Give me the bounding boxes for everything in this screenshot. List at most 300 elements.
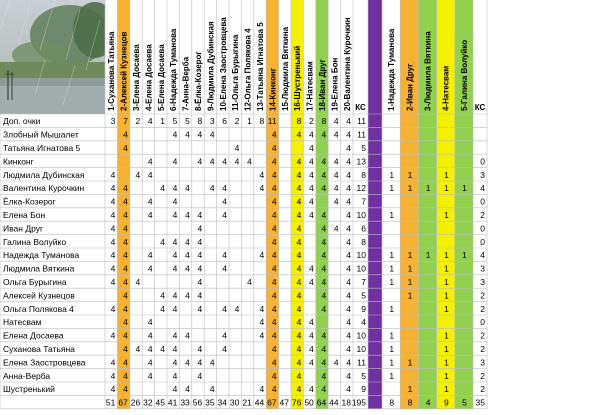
player-row-12-label: Ольга Бурыгина bbox=[3, 277, 67, 287]
player-row-4-cell: 4 bbox=[147, 169, 153, 180]
player-row-1-cell: 4 bbox=[309, 129, 314, 140]
right-column-highlight-2 bbox=[400, 0, 418, 409]
player-row-17-cell: 4 bbox=[271, 344, 277, 354]
player-row-1-cell: 4 bbox=[123, 129, 128, 140]
total-row-right-cell: 5 bbox=[462, 397, 467, 408]
column-header-11: 11-Ольга Бурыгина bbox=[231, 34, 241, 111]
player-row-13-cell: 4 bbox=[321, 290, 327, 301]
separator-column bbox=[368, 0, 382, 409]
bonus-row-label: Доп. очки bbox=[3, 116, 41, 127]
player-row-7-cell: 4 bbox=[346, 210, 351, 220]
player-row-1-cell: 4 bbox=[346, 129, 351, 140]
player-row-3-ks2: 0 bbox=[480, 156, 485, 167]
bonus-row-cell: 7 bbox=[123, 116, 128, 127]
total-row-cell: 45 bbox=[155, 397, 165, 408]
player-row-3-cell: 4 bbox=[247, 156, 252, 167]
player-row-20-right-cell: 1 bbox=[443, 384, 449, 395]
column-header-12: 12-Ольга Полякова 4 bbox=[243, 28, 253, 111]
player-row-7-cell: 4 bbox=[271, 210, 277, 220]
player-row-14-cell: 4 bbox=[110, 303, 116, 314]
player-row-3-cell: 4 bbox=[321, 156, 327, 167]
player-row-9-cell: 4 bbox=[346, 236, 351, 247]
player-row-20-cell: 4 bbox=[259, 384, 265, 395]
total-row-cell: 34 bbox=[217, 397, 227, 408]
player-row-14-cell: 4 bbox=[160, 303, 165, 314]
player-row-20-cell: 4 bbox=[172, 384, 178, 395]
player-row-15-cell: 4 bbox=[309, 317, 314, 328]
total-row-cell: 32 bbox=[143, 397, 153, 408]
player-row-4-cell: 4 bbox=[346, 169, 351, 180]
column-header-16: 16-Шустренький bbox=[293, 45, 303, 111]
column-header-3: 3-Елена Досаева bbox=[132, 44, 141, 111]
player-row-4-label: Людмила Дубинская bbox=[3, 169, 85, 180]
player-row-18-cell: 4 bbox=[333, 357, 339, 368]
total-row-right-cell: 8 bbox=[389, 397, 395, 408]
player-row-19-cell: 4 bbox=[110, 370, 116, 381]
player-row-13-right-cell: 1 bbox=[407, 290, 413, 301]
total-row-cell: 47 bbox=[279, 397, 289, 408]
player-row-7-cell: 4 bbox=[296, 210, 302, 220]
player-row-1-cell: 4 bbox=[271, 129, 277, 140]
player-row-12-cell: 4 bbox=[321, 277, 327, 287]
player-row-10-cell: 4 bbox=[172, 250, 178, 261]
player-row-18-cell: 4 bbox=[296, 357, 302, 368]
player-row-12-cell: 4 bbox=[123, 277, 128, 287]
player-row-13-ks: 5 bbox=[361, 290, 366, 301]
player-row-12-cell: 4 bbox=[296, 277, 302, 287]
player-row-11-cell: 4 bbox=[185, 263, 190, 274]
total-row-right-cell: 8 bbox=[407, 397, 413, 408]
player-row-5-cell: 4 bbox=[333, 183, 339, 194]
player-row-5-cell: 4 bbox=[209, 183, 215, 194]
player-row-18-right-cell: 1 bbox=[407, 357, 413, 368]
player-row-2-cell: 4 bbox=[123, 143, 128, 153]
player-row-7-cell: 4 bbox=[222, 210, 227, 220]
player-row-3-cell: 4 bbox=[333, 156, 339, 167]
player-row-15-cell: 4 bbox=[346, 317, 351, 328]
player-row-5-ks: 12 bbox=[356, 183, 366, 194]
ks2-header: КС bbox=[474, 103, 486, 112]
player-row-15-cell: 4 bbox=[123, 317, 128, 328]
player-row-7-right-cell: 1 bbox=[389, 210, 395, 220]
player-row-10-cell: 4 bbox=[321, 250, 327, 261]
player-row-5-cell: 4 bbox=[123, 183, 128, 194]
player-row-1-cell: 4 bbox=[321, 129, 327, 140]
player-row-5-right-cell: 1 bbox=[407, 183, 413, 194]
bonus-row-cell: 5 bbox=[172, 116, 178, 127]
player-row-5-label: Валентина Курочкин bbox=[3, 183, 85, 194]
column-header-2: 2-Алексей Кузнецов bbox=[119, 31, 129, 111]
player-row-3-cell: 4 bbox=[209, 156, 215, 167]
player-row-18-cell: 4 bbox=[172, 357, 178, 368]
player-row-14-cell: 4 bbox=[346, 303, 351, 314]
player-row-16-cell: 4 bbox=[296, 330, 302, 341]
player-row-20-cell: 4 bbox=[309, 384, 314, 395]
player-row-5-cell: 4 bbox=[222, 183, 227, 194]
player-row-11-cell: 4 bbox=[147, 263, 153, 274]
player-row-19-ks: 5 bbox=[361, 370, 366, 381]
player-row-5-cell: 4 bbox=[321, 183, 327, 194]
player-row-14-cell: 4 bbox=[222, 303, 227, 314]
total-row-cell: 26 bbox=[130, 397, 141, 408]
player-row-16-cell: 4 bbox=[321, 330, 327, 341]
player-row-5-right-cell: 1 bbox=[443, 183, 449, 194]
player-row-11-right-cell: 1 bbox=[389, 263, 395, 274]
player-row-7-right-cell: 1 bbox=[443, 210, 449, 220]
column-header-19: 19-Елена Бон bbox=[330, 57, 340, 111]
total-row-cell: 35 bbox=[205, 397, 215, 408]
player-row-8-cell: 4 bbox=[296, 223, 302, 234]
player-row-15-cell: 4 bbox=[147, 317, 153, 328]
player-row-19-cell: 4 bbox=[321, 370, 327, 381]
player-row-3-cell: 4 bbox=[271, 156, 277, 167]
player-row-12-cell: 4 bbox=[271, 277, 277, 287]
player-row-9-cell: 4 bbox=[172, 236, 178, 247]
player-row-12-right-cell: 1 bbox=[443, 277, 449, 287]
total-row-cell: 44 bbox=[329, 397, 339, 408]
player-row-20-cell: 4 bbox=[271, 384, 277, 395]
player-row-1-cell: 4 bbox=[172, 129, 178, 140]
player-row-13-ks2: 2 bbox=[480, 290, 485, 301]
player-row-20-cell: 4 bbox=[346, 384, 351, 395]
player-row-10-right-cell: 1 bbox=[462, 250, 467, 261]
player-row-3-cell: 4 bbox=[222, 156, 227, 167]
player-row-8-cell: 4 bbox=[197, 223, 203, 234]
player-row-3-cell: 4 bbox=[309, 156, 314, 167]
total-row-cell: 56 bbox=[192, 397, 203, 408]
player-row-15-cell: 4 bbox=[296, 317, 302, 328]
player-row-14-ks: 9 bbox=[361, 303, 366, 314]
player-row-12-cell: 4 bbox=[110, 277, 116, 287]
player-row-17-cell: 4 bbox=[309, 344, 314, 354]
bonus-row-cell: 1 bbox=[247, 116, 252, 127]
player-row-19-cell: 4 bbox=[296, 370, 302, 381]
player-row-10-right-cell: 1 bbox=[407, 250, 413, 261]
player-row-9-label: Галина Волуйко bbox=[3, 236, 67, 247]
player-row-19-cell: 4 bbox=[346, 370, 351, 381]
player-row-14-cell: 4 bbox=[172, 303, 178, 314]
player-row-5-cell: 4 bbox=[185, 183, 190, 194]
player-row-17-cell: 4 bbox=[222, 344, 227, 354]
player-row-18-cell: 4 bbox=[346, 357, 351, 368]
player-row-9-cell: 4 bbox=[123, 236, 128, 247]
player-row-13-cell: 4 bbox=[172, 290, 178, 301]
player-row-13-cell: 4 bbox=[346, 290, 351, 301]
player-row-17-ks2: 2 bbox=[480, 344, 485, 354]
player-row-2-cell: 4 bbox=[309, 143, 314, 153]
player-row-12-ks: 7 bbox=[361, 277, 366, 287]
player-row-6-cell: 4 bbox=[147, 196, 153, 207]
player-row-20-cell: 4 bbox=[123, 384, 128, 395]
player-row-9-cell: 4 bbox=[321, 236, 327, 247]
total-row-cell: 64 bbox=[316, 397, 327, 408]
player-row-16-cell: 4 bbox=[185, 330, 190, 341]
total-row-cell: 51 bbox=[105, 397, 116, 408]
player-row-20-cell: 4 bbox=[209, 384, 215, 395]
player-row-5-right-cell: 1 bbox=[389, 183, 395, 194]
player-row-11-ks: 10 bbox=[356, 263, 366, 274]
player-row-16-ks: 10 bbox=[356, 330, 366, 341]
column-header-20: 20-Валентина Курочкин bbox=[342, 17, 352, 111]
player-row-11-cell: 4 bbox=[309, 263, 314, 274]
player-row-14-cell: 4 bbox=[259, 303, 265, 314]
player-row-3-label: Кинконг bbox=[3, 156, 34, 167]
player-row-16-right-cell: 1 bbox=[389, 330, 395, 341]
total-row-cell: 67 bbox=[267, 397, 277, 408]
player-row-9-ks2: 0 bbox=[480, 236, 485, 247]
player-row-9-cell: 4 bbox=[271, 236, 277, 247]
player-row-17-cell: 4 bbox=[172, 344, 178, 354]
bonus-row-cell: 6 bbox=[222, 116, 227, 127]
player-row-5-cell: 4 bbox=[160, 183, 165, 194]
player-row-14-right-cell: 1 bbox=[389, 303, 395, 314]
player-row-6-cell: 4 bbox=[309, 196, 314, 207]
player-row-8-cell: 4 bbox=[346, 223, 351, 234]
player-row-19-cell: 4 bbox=[271, 370, 277, 381]
player-row-19-right-cell: 1 bbox=[443, 370, 449, 381]
player-row-9-cell: 4 bbox=[110, 236, 116, 247]
player-row-17-right-cell: 1 bbox=[443, 344, 449, 354]
player-row-14-label: Ольга Полякова 4 bbox=[3, 303, 74, 314]
player-row-10-cell: 4 bbox=[197, 250, 203, 261]
player-row-14-cell: 4 bbox=[123, 303, 128, 314]
player-row-18-right-cell: 1 bbox=[443, 357, 449, 368]
player-row-15-label: Натесвам bbox=[3, 317, 42, 328]
player-row-7-cell: 4 bbox=[172, 210, 178, 220]
player-row-10-cell: 4 bbox=[259, 250, 265, 261]
player-row-10-cell: 4 bbox=[147, 250, 153, 261]
player-row-18-right-cell: 1 bbox=[389, 357, 395, 368]
right-column-header-2: 2-Иван Друг bbox=[405, 63, 415, 111]
total-row-cell: 21 bbox=[242, 397, 252, 408]
player-row-13-right-cell: 1 bbox=[443, 290, 449, 301]
player-row-3-cell: 4 bbox=[234, 156, 240, 167]
column-header-13: 13-Татьяна Игнатова 5 bbox=[256, 22, 265, 111]
player-row-11-right-cell: 1 bbox=[443, 263, 449, 274]
player-row-5-cell: 4 bbox=[296, 183, 302, 194]
player-row-10-ks: 10 bbox=[356, 250, 366, 261]
player-row-8-cell: 4 bbox=[321, 223, 327, 234]
player-row-4-cell: 4 bbox=[309, 169, 314, 180]
player-row-13-cell: 4 bbox=[185, 290, 190, 301]
player-row-6-cell: 4 bbox=[346, 196, 351, 207]
player-row-18-cell: 4 bbox=[110, 357, 116, 368]
player-row-10-right-cell: 1 bbox=[425, 250, 431, 261]
player-row-18-cell: 4 bbox=[185, 357, 190, 368]
player-row-16-cell: 4 bbox=[309, 330, 314, 341]
column-header-1: 1-Суханова Татьяна bbox=[107, 31, 117, 111]
player-row-6-cell: 4 bbox=[123, 196, 128, 207]
total-row-ks: 195 bbox=[351, 397, 366, 408]
column-header-15: 15-Людмила Вяткина bbox=[280, 26, 290, 111]
column-header-4: 4-Елена Досаева bbox=[144, 44, 154, 111]
player-row-15-ks: 4 bbox=[361, 317, 366, 328]
player-row-7-cell: 4 bbox=[197, 210, 203, 220]
ks-header: КС bbox=[355, 103, 366, 112]
player-row-15-cell: 4 bbox=[271, 317, 277, 328]
player-row-11-cell: 4 bbox=[110, 263, 116, 274]
player-row-18-cell: 4 bbox=[309, 357, 314, 368]
player-row-5-cell: 4 bbox=[172, 183, 178, 194]
right-column-header-1: 1-Надежда Туманова bbox=[387, 28, 397, 111]
player-row-17-cell: 4 bbox=[296, 344, 302, 354]
player-row-4-cell: 4 bbox=[333, 169, 339, 180]
player-row-18-ks: 11 bbox=[357, 357, 366, 368]
total-row-cell: 76 bbox=[291, 397, 302, 408]
player-row-6-cell: 4 bbox=[222, 196, 227, 207]
player-row-20-ks2: 2 bbox=[480, 384, 485, 395]
player-row-18-cell: 4 bbox=[271, 357, 277, 368]
bonus-row-cell: 2 bbox=[309, 116, 314, 127]
player-row-16-cell: 4 bbox=[346, 330, 351, 341]
bonus-row-cell: 1 bbox=[160, 116, 165, 127]
player-row-17-cell: 4 bbox=[135, 344, 141, 354]
player-row-4-cell: 4 bbox=[135, 169, 141, 180]
player-row-1-cell: 4 bbox=[333, 129, 339, 140]
player-row-11-cell: 4 bbox=[172, 263, 178, 274]
player-row-5-right-cell: 1 bbox=[425, 183, 431, 194]
column-header-9: 9-Людмила Дубинская bbox=[206, 21, 216, 111]
player-row-8-cell: 4 bbox=[110, 223, 116, 234]
total-row-cell: 67 bbox=[118, 397, 128, 408]
player-row-14-right-cell: 1 bbox=[443, 303, 449, 314]
player-row-4-cell: 4 bbox=[271, 169, 277, 180]
player-row-4-cell: 4 bbox=[110, 169, 116, 180]
player-row-7-label: Елена Бон bbox=[3, 210, 46, 220]
player-row-11-cell: 4 bbox=[271, 263, 277, 274]
player-row-17-label: Суханова Татьяна bbox=[3, 344, 75, 354]
player-row-3-cell: 4 bbox=[296, 156, 302, 167]
player-row-11-ks2: 3 bbox=[480, 263, 485, 274]
player-row-12-right-cell: 1 bbox=[407, 277, 413, 287]
player-row-12-ks2: 3 bbox=[480, 277, 485, 287]
player-row-9-cell: 4 bbox=[296, 236, 302, 247]
player-row-18-cell: 4 bbox=[123, 357, 128, 368]
player-row-1-cell: 4 bbox=[209, 129, 215, 140]
player-row-14-cell: 4 bbox=[321, 303, 327, 314]
player-row-6-label: Ёлка-Козерог bbox=[3, 196, 56, 207]
player-row-14-ks2: 2 bbox=[480, 303, 485, 314]
player-row-4-ks2: 3 bbox=[480, 169, 485, 180]
player-row-16-cell: 4 bbox=[259, 330, 265, 341]
column-header-17: 17-Натесвам bbox=[305, 61, 315, 111]
bonus-row-ks: 11 bbox=[357, 116, 366, 127]
player-row-17-right-cell: 1 bbox=[389, 344, 395, 354]
player-row-10-cell: 4 bbox=[271, 250, 277, 261]
player-row-15-ks2: 0 bbox=[480, 317, 485, 328]
player-row-10-cell: 4 bbox=[346, 250, 351, 261]
player-row-12-right-cell: 1 bbox=[389, 277, 395, 287]
player-row-18-cell: 4 bbox=[197, 357, 203, 368]
column-header-8: 8-Ёлка-Козерог bbox=[194, 51, 203, 111]
player-row-16-cell: 4 bbox=[123, 330, 128, 341]
player-row-7-cell: 4 bbox=[123, 210, 128, 220]
player-row-12-cell: 4 bbox=[309, 277, 314, 287]
player-row-7-cell: 4 bbox=[110, 210, 116, 220]
player-row-19-cell: 4 bbox=[197, 370, 203, 381]
bonus-row-cell: 2 bbox=[234, 116, 240, 127]
bonus-row-cell: 5 bbox=[185, 116, 190, 127]
player-row-5-ks2: 4 bbox=[480, 183, 485, 194]
player-row-3-cell: 4 bbox=[197, 156, 203, 167]
player-row-11-cell: 4 bbox=[222, 263, 227, 274]
player-row-8-label: Иван Друг bbox=[3, 223, 44, 234]
player-row-16-cell: 4 bbox=[271, 330, 277, 341]
player-row-16-cell: 4 bbox=[147, 330, 153, 341]
player-row-9-ks: 8 bbox=[361, 236, 366, 247]
player-row-17-cell: 4 bbox=[346, 344, 351, 354]
player-row-1-cell: 4 bbox=[197, 129, 203, 140]
player-row-4-right-cell: 1 bbox=[389, 169, 395, 180]
player-row-20-right-cell: 1 bbox=[407, 384, 413, 395]
player-row-20-cell: 4 bbox=[296, 384, 302, 395]
player-row-13-label: Алексей Кузнецов bbox=[3, 290, 75, 301]
column-header-7: 7-Анна-Верба bbox=[181, 56, 191, 111]
player-row-3-ks: 13 bbox=[356, 156, 366, 167]
player-row-6-cell: 4 bbox=[110, 196, 116, 207]
player-row-12-cell: 4 bbox=[346, 277, 351, 287]
player-row-3-cell: 4 bbox=[172, 156, 178, 167]
player-row-9-cell: 4 bbox=[197, 236, 203, 247]
player-row-5-cell: 4 bbox=[110, 183, 116, 194]
player-row-18-label: Елена Заостровцева bbox=[3, 357, 86, 368]
player-row-6-cell: 4 bbox=[271, 196, 277, 207]
player-row-19-label: Анна-Верба bbox=[3, 370, 51, 381]
bonus-row-cell: 4 bbox=[333, 116, 339, 127]
player-row-20-cell: 4 bbox=[185, 384, 190, 395]
bonus-row-cell: 3 bbox=[110, 116, 116, 127]
player-row-4-right-cell: 1 bbox=[407, 169, 413, 180]
player-row-7-cell: 4 bbox=[147, 210, 153, 220]
player-row-4-cell: 4 bbox=[259, 169, 265, 180]
total-row-cell: 30 bbox=[229, 397, 240, 408]
player-row-20-ks: 9 bbox=[361, 384, 366, 395]
player-row-10-cell: 4 bbox=[185, 250, 190, 261]
player-row-17-cell: 4 bbox=[197, 344, 203, 354]
bonus-row-cell: 8 bbox=[296, 116, 302, 127]
player-row-7-ks2: 2 bbox=[480, 210, 485, 220]
player-row-5-cell: 4 bbox=[346, 183, 351, 194]
player-row-16-cell: 4 bbox=[172, 330, 178, 341]
player-row-10-cell: 4 bbox=[123, 250, 128, 261]
player-row-14-cell: 4 bbox=[234, 303, 240, 314]
player-row-16-right-cell: 1 bbox=[443, 330, 449, 341]
player-row-6-cell: 4 bbox=[333, 196, 339, 207]
player-row-2-label: Татьяна Игнатова 5 bbox=[3, 143, 81, 153]
column-header-18: 18-Иван Друг bbox=[318, 59, 327, 111]
player-row-10-ks2: 4 bbox=[480, 250, 485, 261]
player-row-8-ks2: 0 bbox=[480, 223, 485, 234]
player-row-10-cell: 4 bbox=[222, 250, 227, 261]
total-row-right-cell: 4 bbox=[425, 397, 431, 408]
player-row-8-ks: 6 bbox=[361, 223, 366, 234]
total-row-cell: 41 bbox=[167, 397, 178, 408]
total-row-cell: 33 bbox=[180, 397, 190, 408]
player-row-12-cell: 4 bbox=[135, 277, 141, 287]
player-row-13-cell: 4 bbox=[296, 290, 302, 301]
player-row-11-cell: 4 bbox=[197, 263, 203, 274]
player-row-6-cell: 4 bbox=[172, 196, 178, 207]
player-row-11-right-cell: 1 bbox=[407, 263, 413, 274]
player-row-4-cell: 4 bbox=[321, 169, 327, 180]
player-row-17-ks: 10 bbox=[356, 344, 366, 354]
total-row-ks2: 35 bbox=[475, 397, 485, 408]
player-row-12-cell: 4 bbox=[197, 277, 203, 287]
bonus-row-cell: 4 bbox=[147, 116, 153, 127]
total-row-cell: 50 bbox=[304, 397, 314, 408]
player-row-2-cell: 4 bbox=[271, 143, 277, 153]
player-row-8-cell: 4 bbox=[333, 223, 339, 234]
